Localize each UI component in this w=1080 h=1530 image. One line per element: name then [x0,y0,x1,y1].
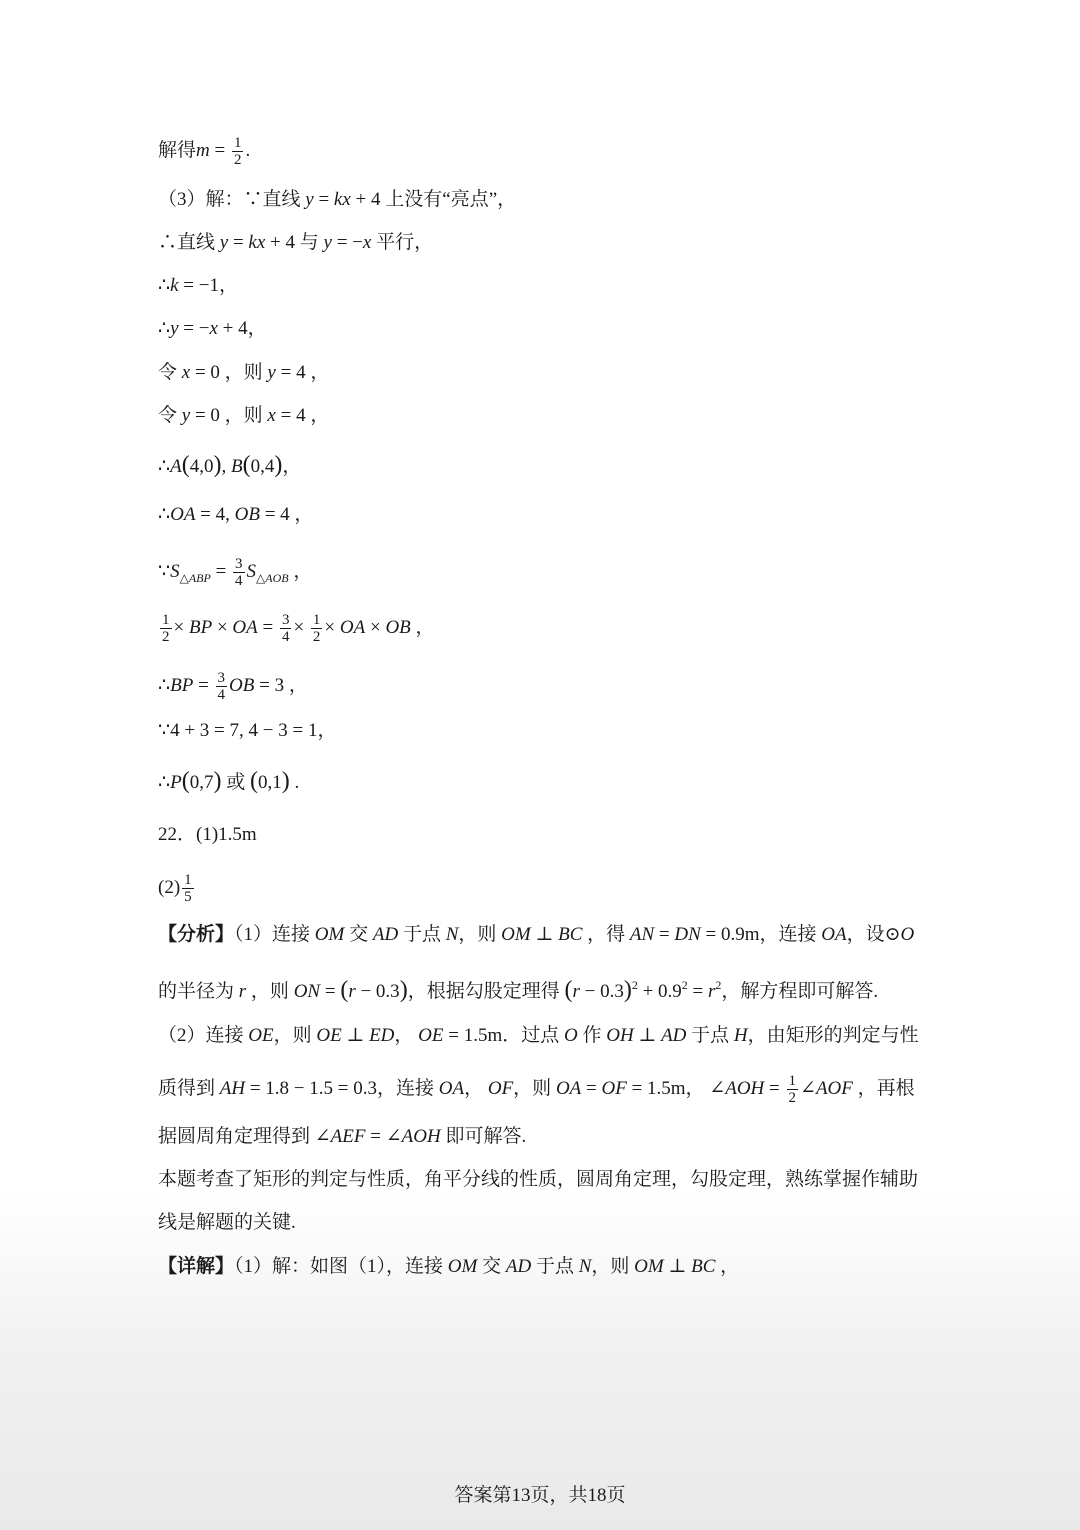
analysis-line-2: 的半径为 r ，则 ON = (r − 0.3)，根据勾股定理得 $(r - 0.3)^2 + 0.9^2 = r^2$，解方程即可解答. [158,977,879,1003]
line-11: $\frac{1}{2}$ × BP × OA = $\frac{3}{4}$ × $\frac{1}{2}$ × OA × OB ， [162,612,435,645]
line-13: ∵4 + 3 = 7, 4 − 3 = 1， [158,720,337,741]
analysis-line-7: 线是解题的关键. [158,1212,296,1233]
line-4: ∴k = −1， [158,275,238,296]
analysis-line-6: 本题考查了矩形的判定与性质，角平分线的性质，圆周角定理，勾股定理，熟练掌握作辅助 [158,1169,919,1190]
line-1: 解得m = $\frac{1}{2}$ . [158,135,251,168]
line-6: 令 x = 0 ，则 y = 4 ， [158,362,330,383]
line-2: （3）解：∵直线 y = kx + 4 上没有“亮点”， [158,189,517,210]
line-3: ∴直线 y = kx + 4 与 y = −x 平行， [158,232,434,253]
line-10: $\because S_{\triangle ABP}$ = $\frac{3}{4}$ $S_{\triangle AOB}$ ， [158,556,313,589]
detail-line-1: 【详解】（1）解：如图（1），连接 OM 交 AD 于点 N，则 OM ⊥ BC ， [158,1256,740,1277]
line-7: 令 y = 0 ，则 x = 4 ， [158,405,330,426]
line-5: ∴y = −x + 4， [158,318,267,339]
page-footer: 答案第13页，共18页 [454,1485,626,1506]
line-16: (2) $\frac{1}{5}$ [158,872,192,905]
line-15: 22．(1)1.5m [158,824,257,845]
analysis-line-5: 据圆周角定理得到 ∠AEF = ∠AOH 即可解答. [158,1126,527,1147]
line-8: ∴A(4,0), B(0,4)， [158,452,302,478]
line-12: ∴BP = $\frac{3}{4}$ OB = 3 ， [158,670,308,703]
analysis-line-1: 【分析】（1）连接 OM 交 AD 于点 N，则 OM ⊥ BC ，得 AN = DN = 0.9m，连接 OA，设⊙O [158,924,915,945]
analysis-line-3: （2）连接 OE，则 OE ⊥ ED， OE = 1.5m．过点 O 作 OH ⊥ AD 于点 H，由矩形的判定与性 [158,1025,919,1046]
line-14: ∴P(0,7) 或 (0,1) . [158,768,300,794]
line-9: ∴OA = 4, OB = 4 ， [158,504,314,525]
analysis-line-4: 质得到 AH = 1.8 − 1.5 = 0.3，连接 OA， OF，则 OA = OF = 1.5m， ∠AOH = $\frac{1}{2}$ ∠AOF ，再根 [158,1073,915,1106]
